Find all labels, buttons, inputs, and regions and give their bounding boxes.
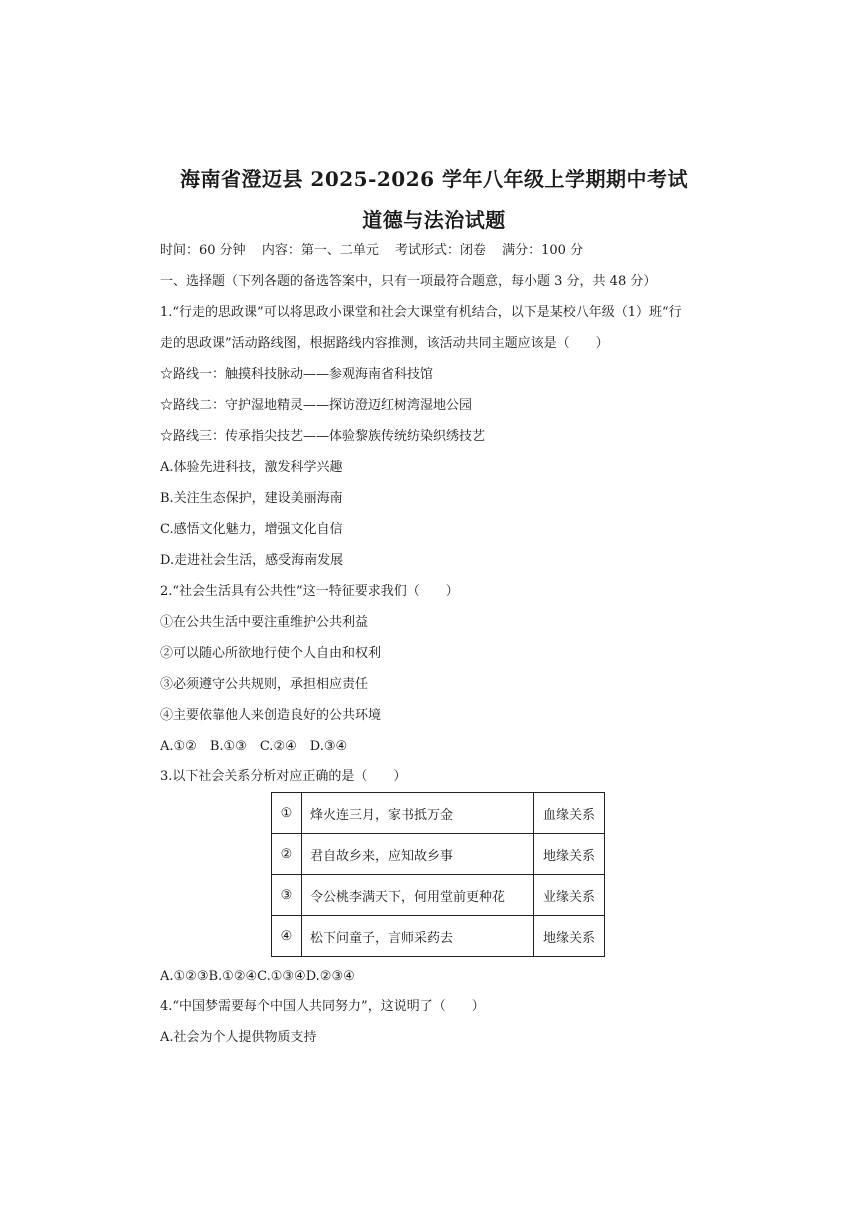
q2-item-3: ③必须遵守公共规则，承担相应责任: [160, 677, 369, 692]
meta-time: 时间：60 分钟: [160, 243, 246, 258]
row-poem: 烽火连三月，家书抵万金: [302, 793, 534, 834]
row-poem: 君自故乡来，应知故乡事: [302, 834, 534, 875]
q3-stem: 3.以下社会关系分析对应正确的是（ ）: [160, 769, 407, 784]
q1-option-c: C.感悟文化魅力，增强文化自信: [160, 522, 343, 537]
q3-relation-table: [271, 792, 605, 957]
table-row: [272, 875, 605, 916]
row-relation: 地缘关系: [534, 916, 605, 957]
q2-item-4: ④主要依靠他人来创造良好的公共环境: [160, 708, 382, 723]
q2-item-1: ①在公共生活中要注重维护公共利益: [160, 615, 369, 630]
row-relation: 血缘关系: [534, 793, 605, 834]
q1-route-2: ☆路线二：守护湿地精灵——探访澄迈红树湾湿地公园: [160, 398, 473, 413]
q1-option-b: B.关注生态保护，建设美丽海南: [160, 491, 343, 506]
row-number: ②: [272, 834, 302, 875]
q1-option-d: D.走进社会生活，感受海南发展: [160, 553, 344, 568]
exam-subtitle: 道德与法治试题: [362, 208, 506, 232]
row-poem: 松下问童子，言师采药去: [302, 916, 534, 957]
q1-route-1: ☆路线一：触摸科技脉动——参观海南省科技馆: [160, 367, 434, 382]
table-row: [272, 916, 605, 957]
meta-score: 满分：100 分: [502, 243, 584, 258]
row-number: ③: [272, 875, 302, 916]
row-relation: 业缘关系: [534, 875, 605, 916]
section-heading: 一、选择题（下列各题的备选答案中，只有一项最符合题意，每小题 3 分，共 48 分）: [160, 274, 657, 289]
table-row: [272, 834, 605, 875]
q3-options: A.①②③B.①②④C.①③④D.②③④: [160, 969, 355, 984]
q2-options: A.①② B.①③ C.②④ D.③④: [160, 739, 348, 754]
q4-option-a: A.社会为个人提供物质支持: [160, 1030, 317, 1045]
row-relation: 地缘关系: [534, 834, 605, 875]
meta-content: 内容：第一、二单元: [261, 243, 379, 258]
row-number: ①: [272, 793, 302, 834]
q1-route-3: ☆路线三：传承指尖技艺——体验黎族传统纺染织绣技艺: [160, 429, 486, 444]
meta-form: 考试形式：闭卷: [394, 243, 486, 258]
q1-stem-line2: 走的思政课”活动路线图，根据路线内容推测，该活动共同主题应该是（ ）: [160, 336, 609, 351]
exam-meta: [160, 243, 595, 259]
q1-stem-line1: 1.“行走的思政课”可以将思政小课堂和社会大课堂有机结合，以下是某校八年级（1）班“行: [160, 305, 682, 320]
q2-item-2: ②可以随心所欲地行使个人自由和权利: [160, 646, 382, 661]
q1-option-a: A.体验先进科技，激发科学兴趣: [160, 460, 343, 475]
q2-stem: 2.“社会生活具有公共性”这一特征要求我们（ ）: [160, 584, 459, 599]
q4-stem: 4.“中国梦需要每个中国人共同努力”，这说明了（ ）: [160, 999, 485, 1014]
row-number: ④: [272, 916, 302, 957]
row-poem: 令公桃李满天下，何用堂前更种花: [302, 875, 534, 916]
table-row: [272, 793, 605, 834]
exam-title: 海南省澄迈县 2025-2026 学年八年级上学期期中考试: [179, 167, 689, 191]
